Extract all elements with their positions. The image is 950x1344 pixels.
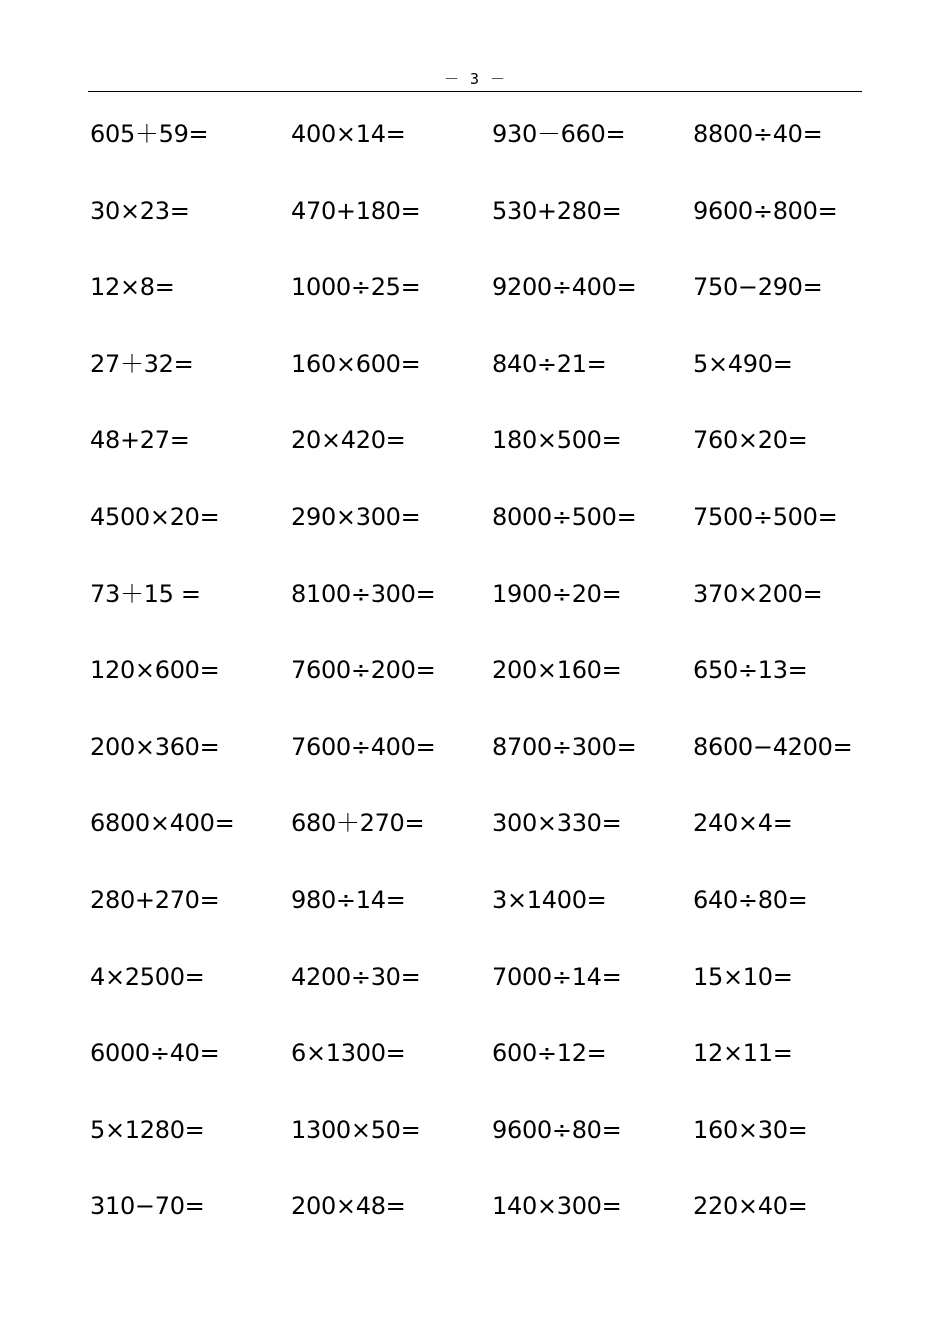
math-problem: 400×14=: [291, 120, 406, 148]
math-problem: 930－660=: [492, 120, 626, 148]
math-problem: 310−70=: [90, 1192, 205, 1221]
math-problem: 1300×50=: [291, 1115, 421, 1144]
math-problem: 605＋59=: [90, 120, 209, 148]
math-problem: 9200÷400=: [492, 273, 637, 302]
math-problem: 48+27=: [90, 426, 190, 455]
math-problem: 9600÷800=: [693, 196, 838, 225]
math-problem: 8700÷300=: [492, 732, 637, 761]
math-problem: 650÷13=: [693, 656, 808, 685]
math-problem: 6800×400=: [90, 809, 235, 838]
math-problem: 200×48=: [291, 1192, 406, 1221]
math-problem: 530+280=: [492, 196, 622, 225]
math-problem: 15×10=: [693, 962, 793, 991]
math-problem: 12×11=: [693, 1039, 793, 1068]
math-problem: 27＋32=: [90, 349, 194, 378]
math-problem: 840÷21=: [492, 349, 607, 378]
math-problem: 30×23=: [90, 196, 190, 225]
math-problem: 140×300=: [492, 1192, 622, 1221]
math-problem: 7600÷400=: [291, 732, 436, 761]
math-problem: 5×1280=: [90, 1115, 205, 1144]
problem-grid: [90, 114, 890, 1263]
math-problem: 120×600=: [90, 656, 220, 685]
math-problem: 240×4=: [693, 809, 793, 838]
math-problem: 4500×20=: [90, 502, 220, 531]
math-problem: 980÷14=: [291, 885, 406, 914]
math-problem: 180×500=: [492, 426, 622, 455]
math-problem: 7600÷200=: [291, 656, 436, 685]
math-problem: 8000÷500=: [492, 502, 637, 531]
math-problem: 200×160=: [492, 656, 622, 685]
math-problem: 470+180=: [291, 196, 421, 225]
math-problem: 6×1300=: [291, 1039, 406, 1068]
math-problem: 160×30=: [693, 1115, 808, 1144]
math-problem: 200×360=: [90, 732, 220, 761]
math-problem: 7000÷14=: [492, 962, 622, 991]
math-problem: 280+270=: [90, 885, 220, 914]
math-problem: 1900÷20=: [492, 579, 622, 608]
math-problem: 6000÷40=: [90, 1039, 220, 1068]
math-problem: 5×490=: [693, 349, 793, 378]
math-problem: 760×20=: [693, 426, 808, 455]
math-problem: 290×300=: [291, 502, 421, 531]
math-problem: 4×2500=: [90, 962, 205, 991]
math-problem: 1000÷25=: [291, 273, 421, 302]
math-problem: 9600÷80=: [492, 1115, 622, 1144]
math-problem: 300×330=: [492, 809, 622, 838]
math-problem: 750−290=: [693, 273, 823, 302]
math-problem: 12×8=: [90, 273, 175, 302]
math-problem: 8800÷40=: [693, 120, 823, 148]
math-problem: 370×200=: [693, 579, 823, 608]
math-problem: 8100÷300=: [291, 579, 436, 608]
math-problem: 4200÷30=: [291, 962, 421, 991]
math-problem: 3×1400=: [492, 885, 607, 914]
math-problem: 73＋15 =: [90, 579, 201, 608]
math-problem: 7500÷500=: [693, 502, 838, 531]
page-number: － 3 －: [443, 70, 507, 88]
math-problem: 680＋270=: [291, 809, 425, 838]
math-problem: 600÷12=: [492, 1039, 607, 1068]
math-problem: 8600−4200=: [693, 732, 853, 761]
math-problem: 160×600=: [291, 349, 421, 378]
page-header: [88, 66, 862, 92]
math-problem: 220×40=: [693, 1192, 808, 1221]
math-problem: 20×420=: [291, 426, 406, 455]
math-problem: 640÷80=: [693, 885, 808, 914]
